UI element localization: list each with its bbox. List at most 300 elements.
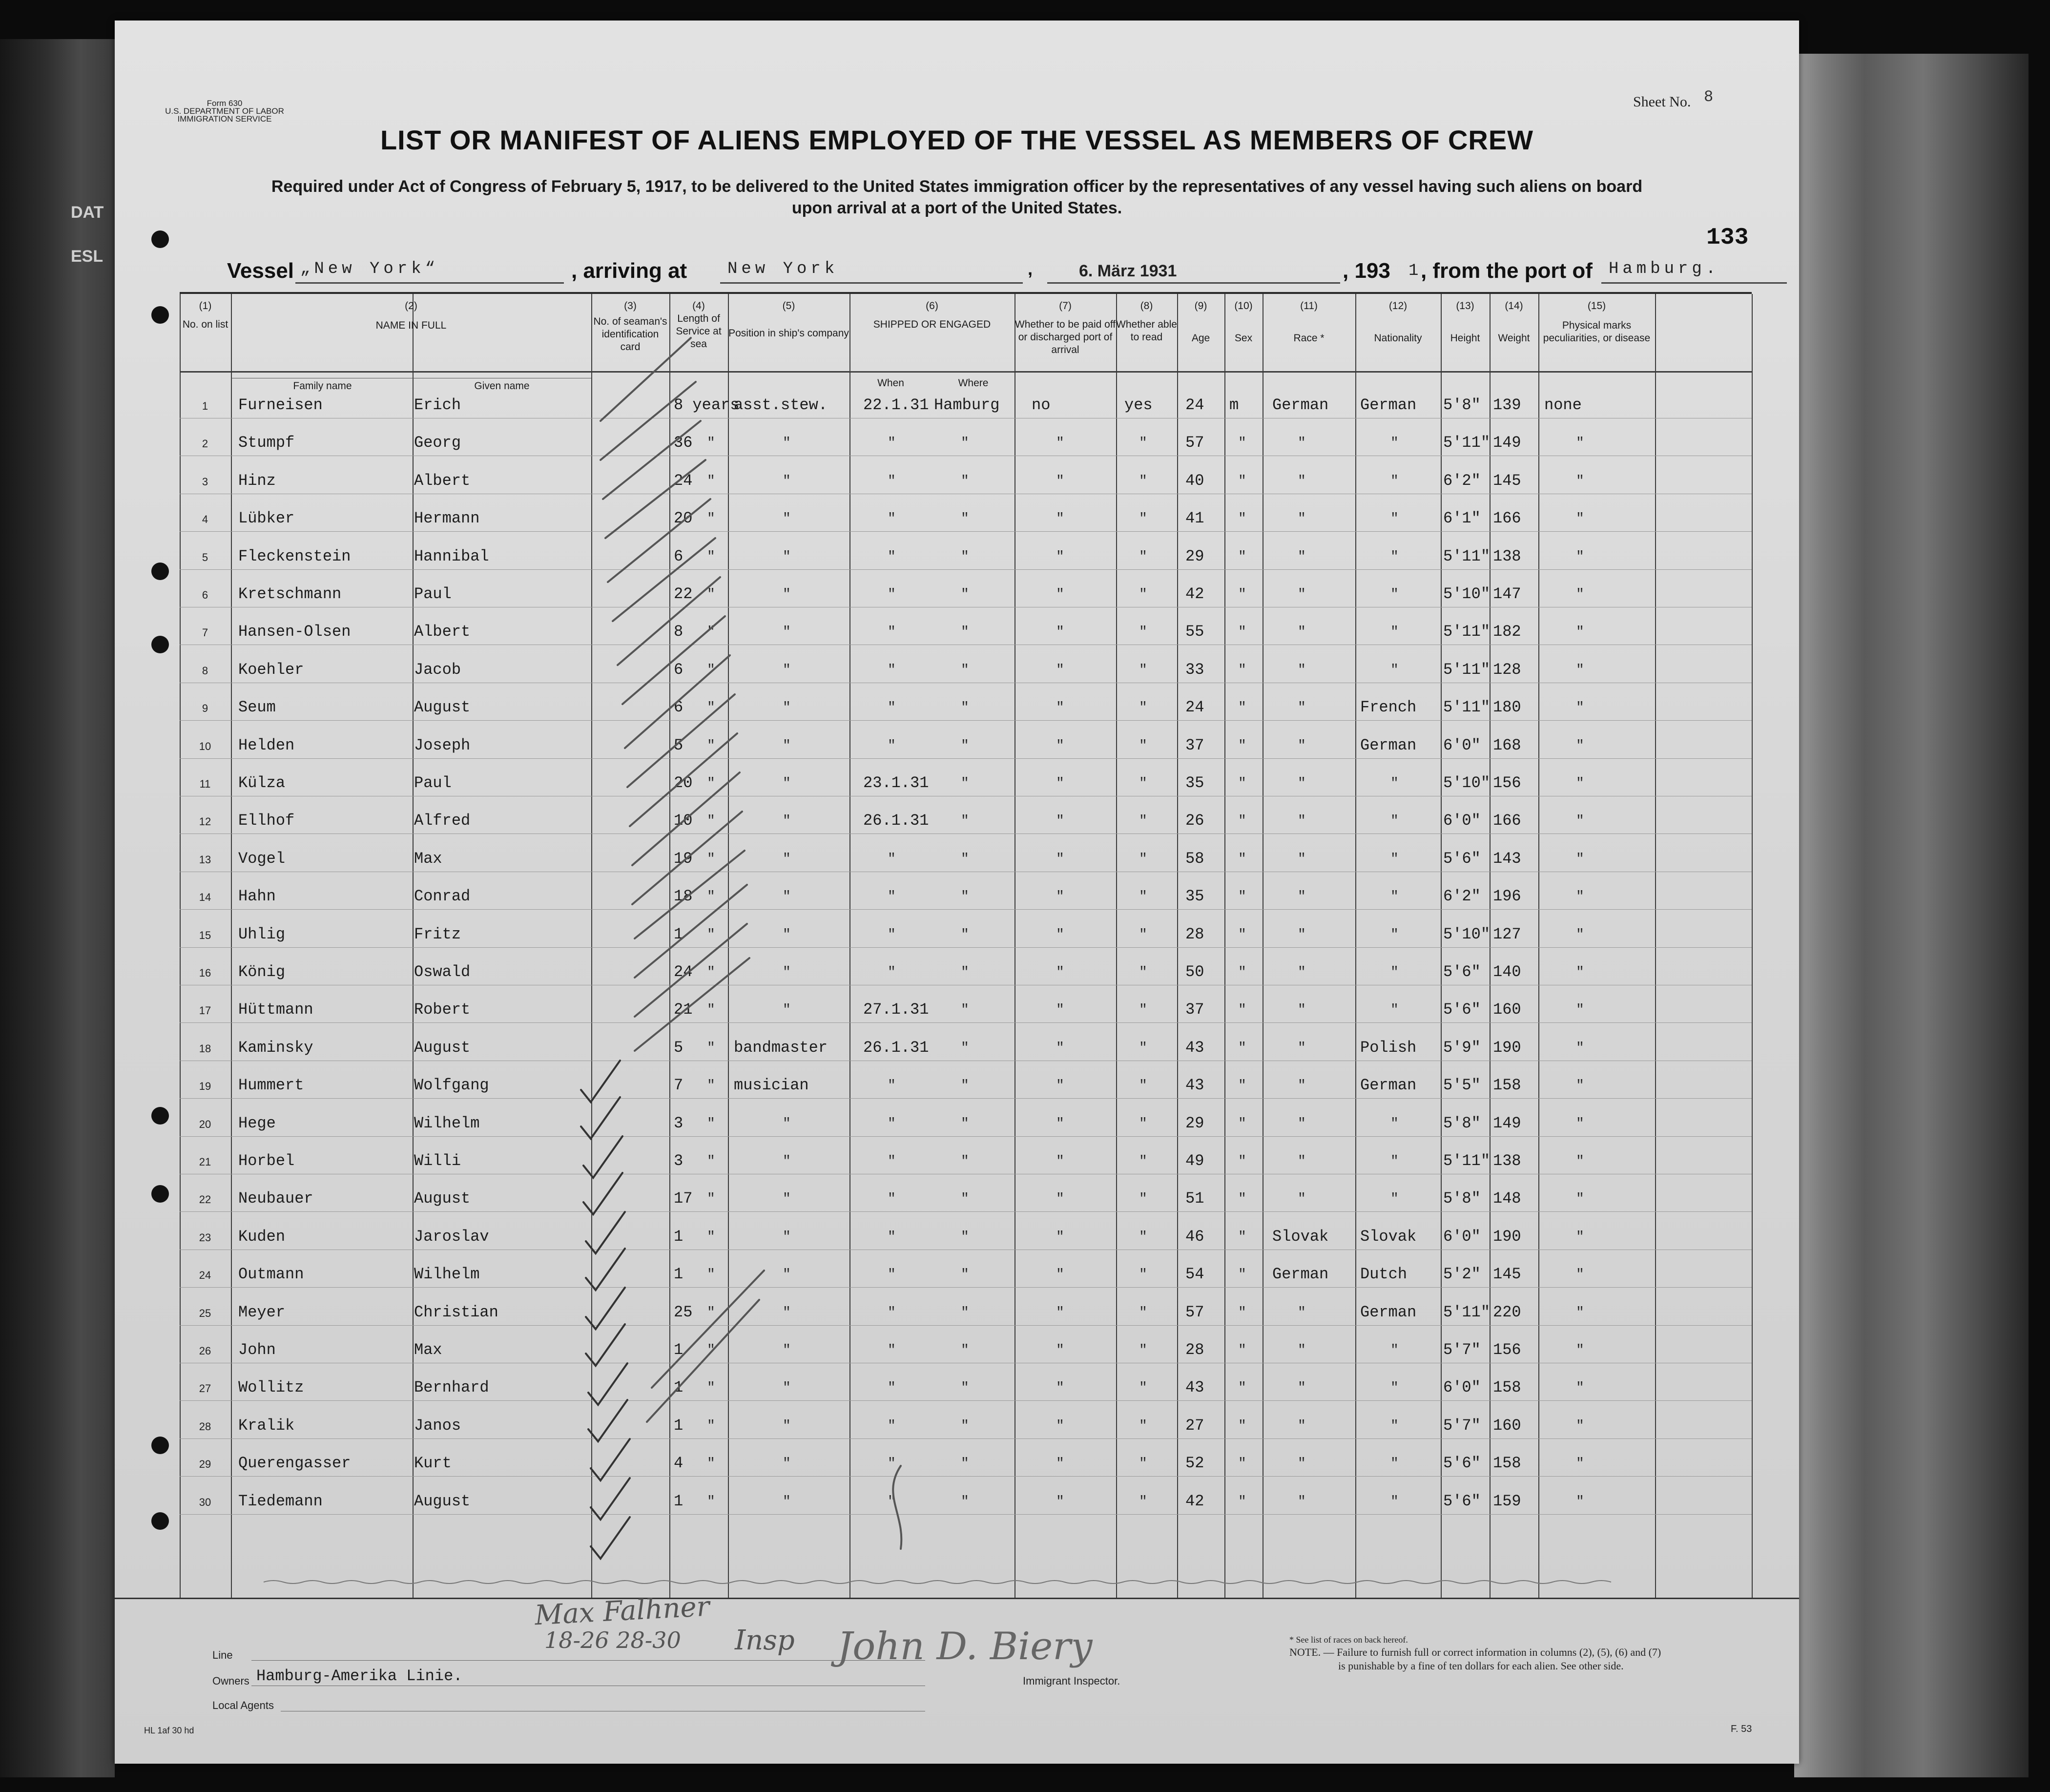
cell-weight: 139 bbox=[1493, 396, 1521, 414]
cell-no: 21 bbox=[199, 1156, 211, 1168]
ditto-mark: " bbox=[1390, 776, 1399, 791]
ditto-mark: " bbox=[1056, 889, 1064, 905]
ditto-mark: " bbox=[1298, 587, 1306, 602]
handwritten-marks bbox=[115, 21, 1799, 1764]
arriving-port: New York bbox=[727, 260, 839, 278]
cell-service: 18 bbox=[674, 887, 693, 906]
cell-no: 30 bbox=[199, 1496, 211, 1508]
cell-sex: m bbox=[1229, 396, 1239, 414]
ditto-mark: " bbox=[1056, 1305, 1064, 1320]
immigrant-inspector-label: Immigrant Inspector. bbox=[1023, 1675, 1120, 1687]
cell-service: 10 bbox=[674, 812, 693, 830]
cell-given: Jaroslav bbox=[414, 1227, 489, 1246]
ditto-mark: " bbox=[961, 473, 969, 489]
ditto-mark: " bbox=[1298, 1116, 1306, 1131]
cell-no: 11 bbox=[199, 778, 211, 790]
cell-given: Erich bbox=[414, 396, 461, 414]
cell-family: Seum bbox=[238, 698, 276, 717]
cell-nationality: German bbox=[1360, 396, 1417, 414]
cell-no: 14 bbox=[199, 891, 211, 904]
ditto-mark: " bbox=[1056, 1456, 1064, 1472]
cell-service: 5 bbox=[674, 1038, 683, 1057]
vessel-line: Vessel „New York“ , arriving at New York , 6. März 1931 , 193 1 , from the port of Hamburg. bbox=[227, 259, 1789, 288]
ditto-mark: " bbox=[961, 662, 969, 678]
form-identifier: Form 630 U.S. DEPARTMENT OF LABOR IMMIGRATION SERVICE bbox=[165, 99, 284, 124]
from-label: , from the port of bbox=[1421, 259, 1593, 283]
ditto-mark: " bbox=[783, 776, 791, 791]
cell-when: 26.1.31 bbox=[863, 1038, 929, 1057]
ditto-mark: " bbox=[783, 1229, 791, 1245]
cell-service: 21 bbox=[674, 1000, 693, 1019]
cell-service: 6 bbox=[674, 660, 683, 679]
cell-family: Hansen-Olsen bbox=[238, 623, 351, 641]
cell-given: Max bbox=[414, 1341, 442, 1359]
ditto-mark: " bbox=[1390, 927, 1399, 942]
penalty-note: NOTE. — Failure to furnish full or correct information in columns (2), (5), (6) and (7) bbox=[1289, 1646, 1661, 1658]
ditto-mark: " bbox=[1298, 625, 1306, 640]
ditto-mark: " bbox=[707, 1418, 715, 1434]
ditto-mark: " bbox=[1298, 436, 1306, 451]
line-label: Line bbox=[212, 1649, 233, 1661]
ditto-mark: " bbox=[707, 1380, 715, 1396]
cell-no: 27 bbox=[199, 1382, 211, 1395]
ditto-mark: " bbox=[783, 587, 791, 602]
ditto-mark: " bbox=[961, 625, 969, 640]
cell-weight: 158 bbox=[1493, 1454, 1521, 1473]
cell-family: Horbel bbox=[238, 1152, 295, 1170]
ditto-mark: " bbox=[1056, 1229, 1064, 1245]
ditto-mark: " bbox=[1390, 625, 1399, 640]
ditto-mark: " bbox=[1056, 625, 1064, 640]
cell-height: 5'11" bbox=[1443, 623, 1491, 641]
ditto-mark: " bbox=[1139, 1418, 1147, 1434]
ditto-mark: " bbox=[961, 1191, 969, 1207]
cell-no: 22 bbox=[199, 1193, 211, 1206]
ditto-mark: " bbox=[1390, 473, 1399, 489]
cell-given: Christian bbox=[414, 1303, 498, 1321]
cell-position: bandmaster bbox=[734, 1038, 828, 1057]
ditto-mark: " bbox=[1390, 511, 1399, 527]
cell-height: 5'5" bbox=[1443, 1076, 1481, 1095]
cell-height: 5'6" bbox=[1443, 1492, 1481, 1510]
cell-service: 19 bbox=[674, 849, 693, 868]
print-code: HL 1af 30 hd bbox=[144, 1726, 194, 1735]
ditto-mark: " bbox=[1238, 738, 1246, 753]
cell-weight: 182 bbox=[1493, 623, 1521, 641]
cell-service: 25 bbox=[674, 1303, 693, 1321]
cell-no: 20 bbox=[199, 1118, 211, 1130]
ditto-mark: " bbox=[1139, 700, 1147, 716]
sheet-number: 8 bbox=[1704, 88, 1714, 106]
ditto-mark: " bbox=[1576, 1154, 1584, 1169]
year-label: , 193 bbox=[1343, 259, 1390, 283]
ditto-mark: " bbox=[1576, 1267, 1584, 1283]
ditto-mark: " bbox=[1390, 1380, 1399, 1396]
ditto-mark: " bbox=[961, 549, 969, 564]
ditto-mark: " bbox=[783, 927, 791, 942]
ditto-mark: " bbox=[1576, 851, 1584, 867]
ditto-mark: " bbox=[783, 1305, 791, 1320]
cell-given: Kurt bbox=[414, 1454, 452, 1473]
ditto-mark: " bbox=[1139, 1040, 1147, 1056]
cell-given: Jacob bbox=[414, 660, 461, 679]
ditto-mark: " bbox=[1238, 1154, 1246, 1169]
ditto-mark: " bbox=[961, 1002, 969, 1018]
ditto-mark: " bbox=[1298, 1002, 1306, 1018]
ditto-mark: " bbox=[1238, 625, 1246, 640]
ditto-mark: " bbox=[1576, 1191, 1584, 1207]
ditto-mark: " bbox=[888, 1078, 896, 1094]
ditto-mark: " bbox=[1298, 1494, 1306, 1509]
ditto-mark: " bbox=[1056, 1116, 1064, 1131]
ditto-mark: " bbox=[1576, 700, 1584, 716]
ditto-mark: " bbox=[1298, 813, 1306, 829]
cell-nationality: German bbox=[1360, 1303, 1417, 1321]
cell-nationality: French bbox=[1360, 698, 1417, 717]
ditto-mark: " bbox=[961, 1040, 969, 1056]
ditto-mark: " bbox=[1238, 1040, 1246, 1056]
ditto-mark: " bbox=[707, 1040, 715, 1056]
ditto-mark: " bbox=[1139, 738, 1147, 753]
ditto-mark: " bbox=[1238, 473, 1246, 489]
cell-given: Albert bbox=[414, 623, 471, 641]
cell-age: 40 bbox=[1185, 471, 1204, 490]
cell-nationality: Slovak bbox=[1360, 1227, 1417, 1246]
ditto-mark: " bbox=[1576, 813, 1584, 829]
cell-given: Joseph bbox=[414, 736, 471, 754]
cell-height: 5'11" bbox=[1443, 434, 1491, 452]
ditto-mark: " bbox=[783, 738, 791, 753]
ditto-mark: " bbox=[961, 1078, 969, 1094]
ditto-mark: " bbox=[888, 1305, 896, 1320]
ditto-mark: " bbox=[1576, 1002, 1584, 1018]
cell-family: Hinz bbox=[238, 471, 276, 490]
cell-no: 9 bbox=[202, 702, 208, 715]
ditto-mark: " bbox=[1056, 738, 1064, 753]
ditto-mark: " bbox=[707, 1267, 715, 1283]
ditto-mark: " bbox=[783, 851, 791, 867]
cell-age: 42 bbox=[1185, 585, 1204, 603]
ditto-mark: " bbox=[1238, 700, 1246, 716]
ditto-mark: " bbox=[1576, 1418, 1584, 1434]
ditto-mark: " bbox=[1576, 436, 1584, 451]
ditto-mark: " bbox=[888, 927, 896, 942]
cell-service: 5 bbox=[674, 736, 683, 754]
ditto-mark: " bbox=[1390, 1494, 1399, 1509]
cell-no: 6 bbox=[202, 589, 208, 601]
ditto-mark: " bbox=[1139, 1267, 1147, 1283]
ditto-mark: " bbox=[961, 436, 969, 451]
ditto-mark: " bbox=[1139, 1078, 1147, 1094]
ditto-mark: " bbox=[1139, 851, 1147, 867]
ditto-mark: " bbox=[783, 549, 791, 564]
cell-age: 35 bbox=[1185, 774, 1204, 792]
ditto-mark: " bbox=[1390, 851, 1399, 867]
cell-no: 19 bbox=[199, 1080, 211, 1093]
ditto-mark: " bbox=[961, 965, 969, 980]
ditto-mark: " bbox=[1238, 1002, 1246, 1018]
cell-age: 43 bbox=[1185, 1076, 1204, 1095]
ditto-mark: " bbox=[1056, 1078, 1064, 1094]
ditto-mark: " bbox=[1298, 1305, 1306, 1320]
cell-age: 55 bbox=[1185, 623, 1204, 641]
date-stamp: 6. März 1931 bbox=[1079, 262, 1177, 280]
cell-height: 5'6" bbox=[1443, 1454, 1481, 1473]
ditto-mark: " bbox=[961, 1494, 969, 1509]
ditto-mark: " bbox=[1390, 436, 1399, 451]
ditto-mark: " bbox=[1056, 1418, 1064, 1434]
cell-height: 5'10" bbox=[1443, 925, 1491, 943]
cell-given: Wilhelm bbox=[414, 1114, 480, 1132]
ditto-mark: " bbox=[1056, 965, 1064, 980]
ditto-mark: " bbox=[1576, 738, 1584, 753]
cell-weight: 138 bbox=[1493, 547, 1521, 565]
ditto-mark: " bbox=[1390, 1116, 1399, 1131]
ditto-mark: " bbox=[1298, 1078, 1306, 1094]
cell-height: 5'6" bbox=[1443, 963, 1481, 981]
ditto-mark: " bbox=[1139, 813, 1147, 829]
cell-weight: 220 bbox=[1493, 1303, 1521, 1321]
cell-weight: 143 bbox=[1493, 849, 1521, 868]
cell-height: 5'6" bbox=[1443, 849, 1481, 868]
ditto-mark: " bbox=[1056, 1040, 1064, 1056]
ditto-mark: " bbox=[1298, 700, 1306, 716]
cell-height: 5'7" bbox=[1443, 1416, 1481, 1435]
ditto-mark: " bbox=[888, 587, 896, 602]
ditto-mark: " bbox=[707, 1154, 715, 1169]
cell-no: 3 bbox=[202, 475, 208, 488]
cell-nationality: Dutch bbox=[1360, 1265, 1408, 1284]
ditto-mark: " bbox=[1298, 1040, 1306, 1056]
cell-family: Hüttmann bbox=[238, 1000, 313, 1019]
cell-no: 18 bbox=[199, 1042, 211, 1055]
cell-given: Paul bbox=[414, 774, 452, 792]
cell-service: 4 bbox=[674, 1454, 683, 1473]
cell-service: 3 bbox=[674, 1152, 683, 1170]
ditto-mark: " bbox=[783, 1494, 791, 1509]
cell-age: 28 bbox=[1185, 1341, 1204, 1359]
cell-height: 6'2" bbox=[1443, 471, 1481, 490]
ditto-mark: " bbox=[783, 473, 791, 489]
cell-no: 17 bbox=[199, 1004, 211, 1017]
cell-no: 5 bbox=[202, 551, 208, 563]
cell-nationality: German bbox=[1360, 736, 1417, 754]
arriving-label: , arriving at bbox=[571, 259, 687, 283]
cell-service: 1 bbox=[674, 1227, 683, 1246]
ditto-mark: " bbox=[1139, 549, 1147, 564]
cell-age: 37 bbox=[1185, 1000, 1204, 1019]
cell-family: Tiedemann bbox=[238, 1492, 323, 1510]
ditto-mark: " bbox=[707, 662, 715, 678]
cell-age: 28 bbox=[1185, 925, 1204, 943]
ditto-mark: " bbox=[1238, 1380, 1246, 1396]
cell-height: 5'11" bbox=[1443, 1152, 1491, 1170]
cell-no: 4 bbox=[202, 513, 208, 526]
cell-age: 24 bbox=[1185, 698, 1204, 717]
ditto-mark: " bbox=[961, 889, 969, 905]
ditto-mark: " bbox=[1139, 889, 1147, 905]
ditto-mark: " bbox=[707, 1305, 715, 1320]
cell-read: yes bbox=[1124, 396, 1153, 414]
sheet-number-label: Sheet No. bbox=[1633, 94, 1691, 110]
ditto-mark: " bbox=[1238, 927, 1246, 942]
ditto-mark: " bbox=[1576, 1305, 1584, 1320]
ditto-mark: " bbox=[1576, 776, 1584, 791]
ditto-mark: " bbox=[783, 511, 791, 527]
ditto-mark: " bbox=[1238, 1343, 1246, 1358]
cell-given: Wolfgang bbox=[414, 1076, 489, 1095]
ditto-mark: " bbox=[888, 965, 896, 980]
cell-family: Querengasser bbox=[238, 1454, 351, 1473]
ditto-mark: " bbox=[783, 813, 791, 829]
cell-family: Hege bbox=[238, 1114, 276, 1132]
cell-height: 5'7" bbox=[1443, 1341, 1481, 1359]
cell-given: Robert bbox=[414, 1000, 471, 1019]
ditto-mark: " bbox=[1238, 1116, 1246, 1131]
cell-family: König bbox=[238, 963, 286, 981]
cell-age: 27 bbox=[1185, 1416, 1204, 1435]
ditto-mark: " bbox=[783, 436, 791, 451]
ditto-mark: " bbox=[1056, 1343, 1064, 1358]
ditto-mark: " bbox=[1238, 965, 1246, 980]
ditto-mark: " bbox=[888, 851, 896, 867]
cell-family: Hummert bbox=[238, 1076, 304, 1095]
ditto-mark: " bbox=[961, 1267, 969, 1283]
ditto-mark: " bbox=[888, 511, 896, 527]
ditto-mark: " bbox=[1576, 927, 1584, 942]
ditto-mark: " bbox=[1139, 1305, 1147, 1320]
owners-label: Owners bbox=[212, 1675, 249, 1687]
ditto-mark: " bbox=[1139, 473, 1147, 489]
cell-weight: 148 bbox=[1493, 1189, 1521, 1208]
cell-family: Ellhof bbox=[238, 812, 295, 830]
ditto-mark: " bbox=[707, 1078, 715, 1094]
ditto-mark: " bbox=[783, 700, 791, 716]
cell-given: Hannibal bbox=[414, 547, 489, 565]
cell-age: 37 bbox=[1185, 736, 1204, 754]
cell-weight: 196 bbox=[1493, 887, 1521, 906]
ditto-mark: " bbox=[707, 1191, 715, 1207]
cell-when: 22.1.31 bbox=[863, 396, 929, 414]
cell-weight: 158 bbox=[1493, 1378, 1521, 1397]
ditto-mark: " bbox=[1576, 587, 1584, 602]
from-port: Hamburg. bbox=[1609, 260, 1720, 278]
ditto-mark: " bbox=[1390, 549, 1399, 564]
cell-given: August bbox=[414, 1038, 471, 1057]
ditto-mark: " bbox=[1056, 662, 1064, 678]
ditto-mark: " bbox=[1139, 436, 1147, 451]
cell-family: Furneisen bbox=[238, 396, 323, 414]
ditto-mark: " bbox=[1056, 1267, 1064, 1283]
cell-age: 43 bbox=[1185, 1378, 1204, 1397]
cell-weight: 156 bbox=[1493, 1341, 1521, 1359]
ditto-mark: " bbox=[1238, 889, 1246, 905]
ditto-mark: " bbox=[707, 927, 715, 942]
ditto-mark: " bbox=[1139, 1494, 1147, 1509]
ditto-mark: " bbox=[888, 1267, 896, 1283]
ditto-mark: " bbox=[783, 1002, 791, 1018]
ditto-mark: " bbox=[1139, 662, 1147, 678]
ditto-mark: " bbox=[961, 587, 969, 602]
ditto-mark: " bbox=[707, 700, 715, 716]
ditto-mark: " bbox=[961, 927, 969, 942]
cell-service: 8 bbox=[674, 623, 683, 641]
cell-no: 15 bbox=[199, 929, 211, 941]
ditto-mark: " bbox=[961, 776, 969, 791]
ditto-mark: " bbox=[707, 813, 715, 829]
ditto-mark: " bbox=[1139, 1229, 1147, 1245]
ditto-mark: " bbox=[1390, 1191, 1399, 1207]
cell-service: 1 bbox=[674, 1416, 683, 1435]
ditto-mark: " bbox=[707, 587, 715, 602]
ditto-mark: " bbox=[888, 1116, 896, 1131]
cell-height: 5'2" bbox=[1443, 1265, 1481, 1284]
cell-weight: 160 bbox=[1493, 1000, 1521, 1019]
cell-age: 43 bbox=[1185, 1038, 1204, 1057]
cell-given: August bbox=[414, 1492, 471, 1510]
cell-height: 5'11" bbox=[1443, 698, 1491, 717]
cell-given: Oswald bbox=[414, 963, 471, 981]
ditto-mark: " bbox=[1576, 549, 1584, 564]
cell-height: 5'8" bbox=[1443, 1114, 1481, 1132]
cell-weight: 145 bbox=[1493, 1265, 1521, 1284]
ditto-mark: " bbox=[1576, 1343, 1584, 1358]
ditto-mark: " bbox=[1390, 662, 1399, 678]
owners-value: Hamburg-Amerika Linie. bbox=[256, 1667, 463, 1685]
ditto-mark: " bbox=[1056, 473, 1064, 489]
handwritten-name: Max Falhner bbox=[534, 1590, 710, 1632]
cell-age: 26 bbox=[1185, 812, 1204, 830]
cell-service: 24 bbox=[674, 471, 693, 490]
ditto-mark: " bbox=[1056, 436, 1064, 451]
ditto-mark: " bbox=[1139, 1456, 1147, 1472]
cell-family: Kretschmann bbox=[238, 585, 342, 603]
ditto-mark: " bbox=[783, 1116, 791, 1131]
ditto-mark: " bbox=[1056, 851, 1064, 867]
ditto-mark: " bbox=[1139, 1154, 1147, 1169]
ditto-mark: " bbox=[1139, 1002, 1147, 1018]
ditto-mark: " bbox=[961, 1418, 969, 1434]
cell-family: Külza bbox=[238, 774, 286, 792]
cell-given: Alfred bbox=[414, 812, 471, 830]
ditto-mark: " bbox=[1238, 776, 1246, 791]
ditto-mark: " bbox=[1056, 813, 1064, 829]
ditto-mark: " bbox=[1056, 511, 1064, 527]
local-agents-label: Local Agents bbox=[212, 1699, 274, 1711]
cell-age: 58 bbox=[1185, 849, 1204, 868]
cell-no: 2 bbox=[202, 438, 208, 450]
ditto-mark: " bbox=[1056, 700, 1064, 716]
cell-weight: 180 bbox=[1493, 698, 1521, 717]
ditto-mark: " bbox=[783, 889, 791, 905]
inspector-signature: John D. Biery bbox=[837, 1625, 1093, 1668]
cell-service: 8 years bbox=[674, 396, 740, 414]
cell-given: Paul bbox=[414, 585, 452, 603]
cell-age: 42 bbox=[1185, 1492, 1204, 1510]
ditto-mark: " bbox=[888, 889, 896, 905]
cell-race: Slovak bbox=[1272, 1227, 1329, 1246]
ditto-mark: " bbox=[707, 1494, 715, 1509]
ditto-mark: " bbox=[961, 1116, 969, 1131]
cell-age: 51 bbox=[1185, 1189, 1204, 1208]
cell-race: German bbox=[1272, 396, 1329, 414]
cell-age: 57 bbox=[1185, 434, 1204, 452]
ditto-mark: " bbox=[1056, 549, 1064, 564]
ditto-mark: " bbox=[1298, 549, 1306, 564]
cell-race: German bbox=[1272, 1265, 1329, 1284]
cell-height: 6'1" bbox=[1443, 509, 1481, 528]
cell-given: Hermann bbox=[414, 509, 480, 528]
